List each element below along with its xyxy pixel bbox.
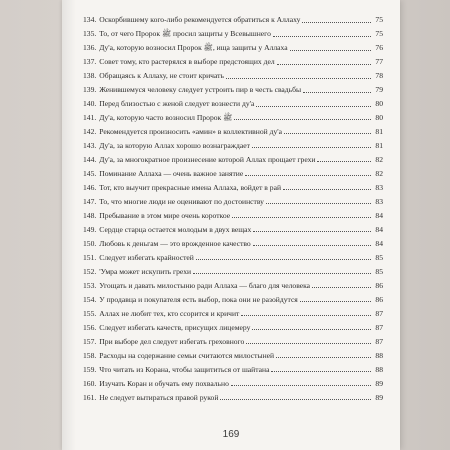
entry-body [99,225,383,235]
entry-title: Следует избегать качеств, присущих лицемеру [99,322,251,332]
entry-number: 144. [83,154,97,164]
dot-leader [234,119,371,120]
entry-number: 146. [83,182,97,192]
entry-page: 81 [375,126,383,136]
dot-leader [196,259,371,260]
entry-number: 151. [83,252,97,262]
entry-page: 85 [375,266,383,276]
toc-entry [83,379,383,389]
entry-body [99,393,383,403]
dot-leader [283,189,371,190]
dot-leader [312,287,371,288]
entry-body [99,379,383,389]
toc-entry [83,29,383,39]
entry-page: 75 [375,15,383,24]
toc-entry [83,127,383,137]
dot-leader [220,399,371,400]
entry-number: 147. [83,196,97,206]
entry-number: 143. [83,140,97,150]
entry-body [99,127,383,137]
toc-entry [83,295,383,305]
toc-entry [83,197,383,207]
entry-number: 139. [83,84,97,94]
entry-page: 84 [375,224,383,234]
entry-title: Что читать из Корана, чтобы защититься от шайтана [99,364,270,374]
entry-number: 155. [83,308,97,318]
entry-title: Аллах не любит тех, кто ссорится и кричит [99,308,240,318]
entry-page: 82 [375,168,383,178]
entry-number: 142. [83,126,97,136]
page-number: 169 [222,429,240,440]
dot-leader [253,231,371,232]
entry-page: 76 [375,42,383,52]
toc-entry [83,99,383,109]
toc-entry [83,267,383,277]
entry-title: Любовь к деньгам — это врожденное качество [99,238,251,248]
dot-leader [303,92,371,93]
entry-title: Обращаясь к Аллаху, не стоит кричать [99,70,224,80]
entry-number: 150. [83,238,97,248]
entry-number: 160. [83,378,97,388]
entry-page: 82 [375,154,383,164]
entry-body [99,309,383,319]
entry-title: Не следует вытираться правой рукой [99,392,219,402]
toc-entry [83,113,383,123]
toc-entry [83,337,383,347]
entry-title: Пребывание в этом мире очень короткое [99,210,231,220]
entry-body [99,323,383,333]
toc-entry [83,309,383,319]
toc-entry [83,43,383,53]
entry-number: 141. [83,112,97,122]
toc-entry [83,225,383,235]
entry-number: 145. [83,168,97,178]
dot-leader [246,343,371,344]
toc-entry [83,323,383,333]
entry-number: 137. [83,56,97,66]
entry-body [99,337,383,347]
dot-leader [252,329,371,330]
entry-page: 89 [375,392,383,402]
entry-page: 88 [375,350,383,360]
entry-title: То, от чего Пророк ﷺ просил защиты у Всевышнего [99,28,271,38]
dot-leader [277,64,371,65]
entry-title: Сердце старца остается молодым в двух вещах [99,224,252,234]
entry-title: При выборе дел следует избегать греховного [99,336,245,346]
entry-body [99,281,383,291]
entry-body [99,29,383,39]
dot-leader [256,106,371,107]
entry-page: 87 [375,336,383,346]
entry-body [99,183,383,193]
entry-number: 153. [83,280,97,290]
entry-body [99,155,383,165]
dot-leader [300,301,371,302]
entry-page: 75 [375,28,383,38]
entry-number: 159. [83,364,97,374]
entry-page: 78 [375,70,383,80]
entry-number: 154. [83,294,97,304]
entry-body [99,113,383,123]
dot-leader [252,147,371,148]
entry-page: 89 [375,378,383,388]
entry-title: Ду'а, за многократное произнесение которой Аллах прощает грехи [99,154,316,164]
entry-page: 83 [375,182,383,192]
entry-title: Женившемуся человеку следует устроить пир в честь свадьбы [99,84,302,94]
entry-body [99,141,383,151]
entry-body [99,239,383,249]
entry-title: Поминание Аллаха — очень важное занятие [99,168,244,178]
table-of-contents [83,15,383,407]
dot-leader [317,161,371,162]
entry-number: 158. [83,350,97,360]
dot-leader [226,78,371,79]
toc-entry [83,169,383,179]
entry-title: Расходы на содержание семьи считаются милостыней [99,350,275,360]
entry-page: 79 [375,84,383,94]
entry-page: 86 [375,294,383,304]
toc-entry [83,365,383,375]
dot-leader [241,315,371,316]
dot-leader [193,273,371,274]
dot-leader [273,36,371,37]
toc-entry [83,351,383,361]
entry-body [99,43,383,53]
entry-body [99,15,383,25]
entry-number: 152. [83,266,97,276]
entry-number: 138. [83,70,97,80]
entry-page: 87 [375,308,383,318]
entry-page: 77 [375,56,383,66]
entry-number: 148. [83,210,97,220]
entry-body [99,365,383,375]
toc-entry [83,85,383,95]
book-page [62,0,400,450]
toc-entry [83,253,383,263]
toc-entry [83,155,383,165]
entry-number: 135. [83,28,97,38]
entry-number: 157. [83,336,97,346]
entry-title: Угощать и давать милостыню ради Аллаха — благо для человека [99,280,311,290]
entry-body [99,85,383,95]
spine-shadow [62,0,76,450]
entry-title: Изучать Коран и обучать ему похвально [99,378,229,388]
entry-number: 134. [83,15,97,24]
entry-page: 85 [375,252,383,262]
entry-body [99,211,383,221]
entry-page: 80 [375,112,383,122]
entry-title: То, что многие люди не оценивают по достоинству [99,196,264,206]
entry-number: 161. [83,392,97,402]
dot-leader [232,217,371,218]
entry-body [99,295,383,305]
entry-page: 81 [375,140,383,150]
dot-leader [245,175,371,176]
dot-leader [231,385,371,386]
entry-page: 84 [375,210,383,220]
dot-leader [266,203,371,204]
entry-title: Следует избегать крайностей [99,252,194,262]
toc-entry [83,183,383,193]
entry-body [99,197,383,207]
entry-body [99,267,383,277]
toc-entry [83,15,383,25]
toc-entry [83,57,383,67]
entry-page: 86 [375,280,383,290]
toc-entry [83,141,383,151]
entry-body [99,351,383,361]
entry-number: 140. [83,98,97,108]
entry-number: 156. [83,322,97,332]
dot-leader [253,245,371,246]
entry-title: Ду'а, которую часто возносил Пророк ﷺ [99,112,233,122]
entry-body [99,71,383,81]
entry-title: Оскорбившему кого-либо рекомендуется обратиться к Аллаху [99,15,301,24]
entry-body [99,169,383,179]
dot-leader [290,50,371,51]
entry-number: 149. [83,224,97,234]
entry-page: 88 [375,364,383,374]
entry-title: Совет тому, кто растерялся в выборе предстоящих дел [99,56,275,66]
toc-entry [83,281,383,291]
entry-number: 136. [83,42,97,52]
toc-entry [83,239,383,249]
entry-page: 84 [375,238,383,248]
entry-page: 83 [375,196,383,206]
dot-leader [271,371,371,372]
toc-entry [83,71,383,81]
entry-title: Рекомендуется произносить «амин» в коллективной ду'а [99,126,282,136]
dot-leader [284,133,371,134]
entry-body [99,57,383,67]
toc-entry [83,211,383,221]
toc-entry [83,393,383,403]
entry-page: 87 [375,322,383,332]
entry-title: 'Умра может искупить грехи [99,266,192,276]
entry-body [99,253,383,263]
entry-title: Перед близостью с женой следует вознести ду'а [99,98,255,108]
entry-title: У продавца и покупателя есть выбор, пока они не разойдутся [99,294,298,304]
entry-title: Ду'а, за которую Аллах хорошо вознаграждает [99,140,250,150]
entry-title: Тот, кто выучит прекрасные имена Аллаха, войдет в рай [99,182,282,192]
entry-body [99,99,383,109]
dot-leader [276,357,371,358]
entry-page: 80 [375,98,383,108]
dot-leader [302,22,371,23]
entry-title: Ду'а, которую возносил Пророк ﷺ, ища защиты у Аллаха [99,42,288,52]
